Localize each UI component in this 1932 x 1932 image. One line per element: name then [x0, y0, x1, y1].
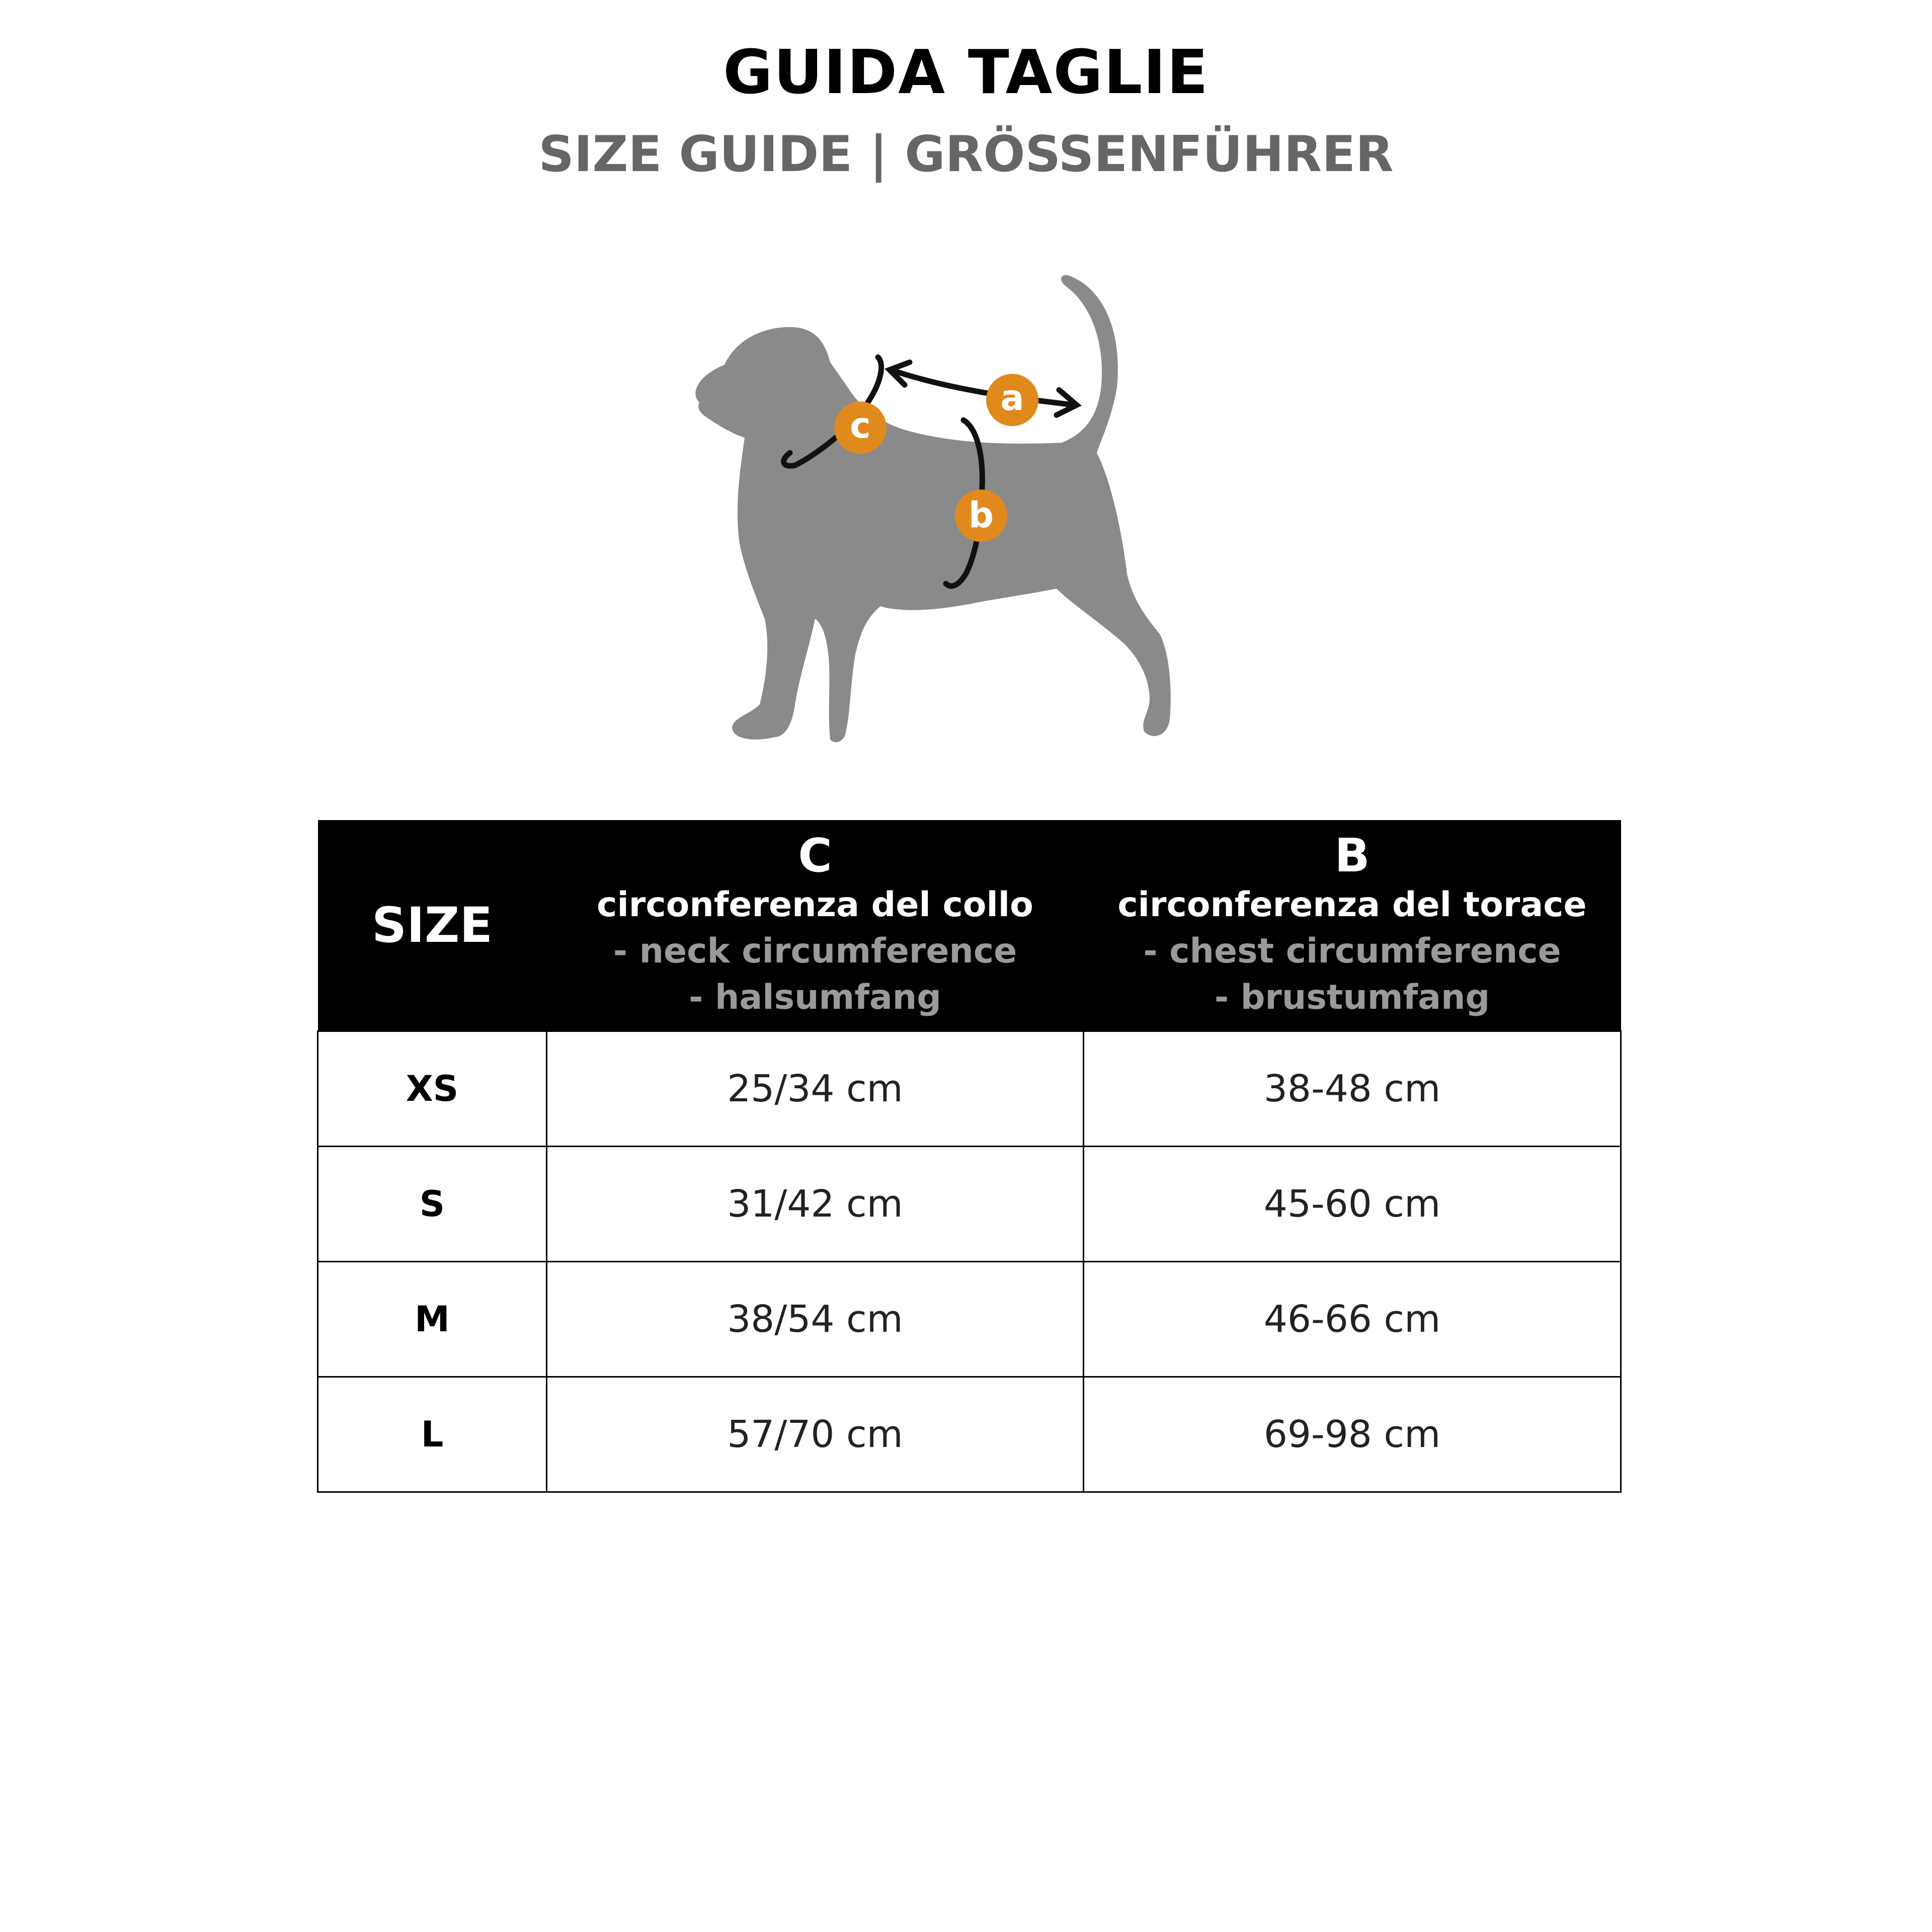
- size-cell: XS: [318, 1031, 547, 1147]
- marker-b-label: b: [968, 495, 994, 536]
- size-table: [317, 820, 1622, 1493]
- page-title: GUIDA TAGLIE: [723, 38, 1209, 108]
- marker-c: [834, 401, 887, 454]
- header-neck-de: - halsumfang: [689, 978, 941, 1017]
- dog-measurement-diagram: [669, 272, 1273, 775]
- table-row: [318, 1147, 1621, 1262]
- marker-a-label: a: [1000, 377, 1024, 419]
- header-chest-it: circonferenza del torace: [1117, 885, 1587, 925]
- marker-c-label: c: [850, 405, 871, 446]
- neck-cell: 25/34 cm: [547, 1031, 1084, 1147]
- dog-silhouette: [695, 275, 1170, 742]
- neck-cell: 38/54 cm: [547, 1262, 1084, 1377]
- back-measure-line: [891, 370, 1074, 405]
- size-cell: S: [318, 1147, 547, 1262]
- header-neck-en: - neck circumference: [613, 931, 1017, 971]
- table-row: [318, 1031, 1621, 1147]
- chest-cell: 46-66 cm: [1084, 1262, 1621, 1377]
- header-chest-en: - chest circumference: [1143, 931, 1561, 971]
- table-row: [318, 1262, 1621, 1377]
- chest-cell: 38-48 cm: [1084, 1031, 1621, 1147]
- header-chest-de: - brustumfang: [1214, 978, 1490, 1017]
- header-chest-letter: B: [1334, 829, 1370, 882]
- size-cell: L: [318, 1377, 547, 1492]
- page-subtitle: SIZE GUIDE | GRÖSSENFÜHRER: [538, 126, 1394, 183]
- neck-cell: 57/70 cm: [547, 1377, 1084, 1492]
- chest-cell: 45-60 cm: [1084, 1147, 1621, 1262]
- marker-b: [955, 490, 1007, 542]
- size-cell: M: [318, 1262, 547, 1377]
- header-neck-it: circonferenza del collo: [597, 885, 1033, 925]
- table-header-row: [318, 820, 1621, 1031]
- header-neck: [547, 820, 1084, 1031]
- header-neck-letter: C: [798, 829, 832, 882]
- neck-cell: 31/42 cm: [547, 1147, 1084, 1262]
- header-size: SIZE: [318, 820, 547, 1031]
- chest-cell: 69-98 cm: [1084, 1377, 1621, 1492]
- marker-a: [986, 374, 1038, 426]
- header-chest: [1084, 820, 1621, 1031]
- table-row: [318, 1377, 1621, 1492]
